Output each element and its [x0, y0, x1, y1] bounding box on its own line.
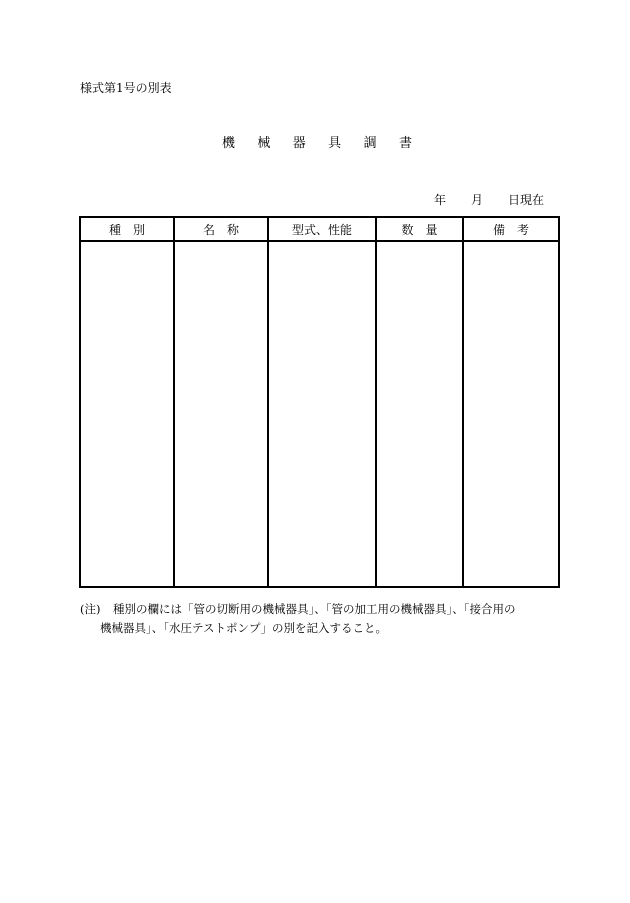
cell-model-performance[interactable] [268, 241, 376, 587]
title-char: 器 [292, 136, 306, 151]
date-month-label: 月 [470, 193, 483, 207]
title-char: 書 [398, 136, 412, 151]
note-line-1 [80, 600, 560, 619]
note-label: (注) [80, 602, 101, 616]
note-text-1: 種別の欄には「管の切断用の機械器具」、「管の加工用の機械器具」、「接合用の [113, 602, 516, 616]
table-row [80, 241, 559, 587]
form-number: 様式第1号の別表 [80, 81, 172, 95]
cell-type[interactable] [80, 241, 174, 587]
header-remarks: 備 考 [463, 217, 559, 241]
date-year-label: 年 [434, 193, 447, 207]
title-char: 機 [222, 136, 236, 151]
title-char: 調 [363, 136, 377, 151]
cell-remarks[interactable] [463, 241, 559, 587]
date-line [434, 192, 544, 208]
cell-quantity[interactable] [376, 241, 463, 587]
date-day-label: 日現在 [507, 193, 544, 207]
header-name: 名 称 [174, 217, 268, 241]
title-char: 械 [257, 136, 271, 151]
table-header-row [80, 217, 559, 241]
note-line-2: 機械器具」、「水圧テストポンプ」の別を記入すること。 [100, 621, 388, 635]
equipment-survey-table [79, 216, 560, 588]
document-title [222, 136, 412, 152]
header-quantity: 数 量 [376, 217, 463, 241]
cell-name[interactable] [174, 241, 268, 587]
note [80, 600, 560, 638]
header-model-performance: 型式、性能 [268, 217, 376, 241]
header-type: 種 別 [80, 217, 174, 241]
title-char: 具 [328, 136, 342, 151]
